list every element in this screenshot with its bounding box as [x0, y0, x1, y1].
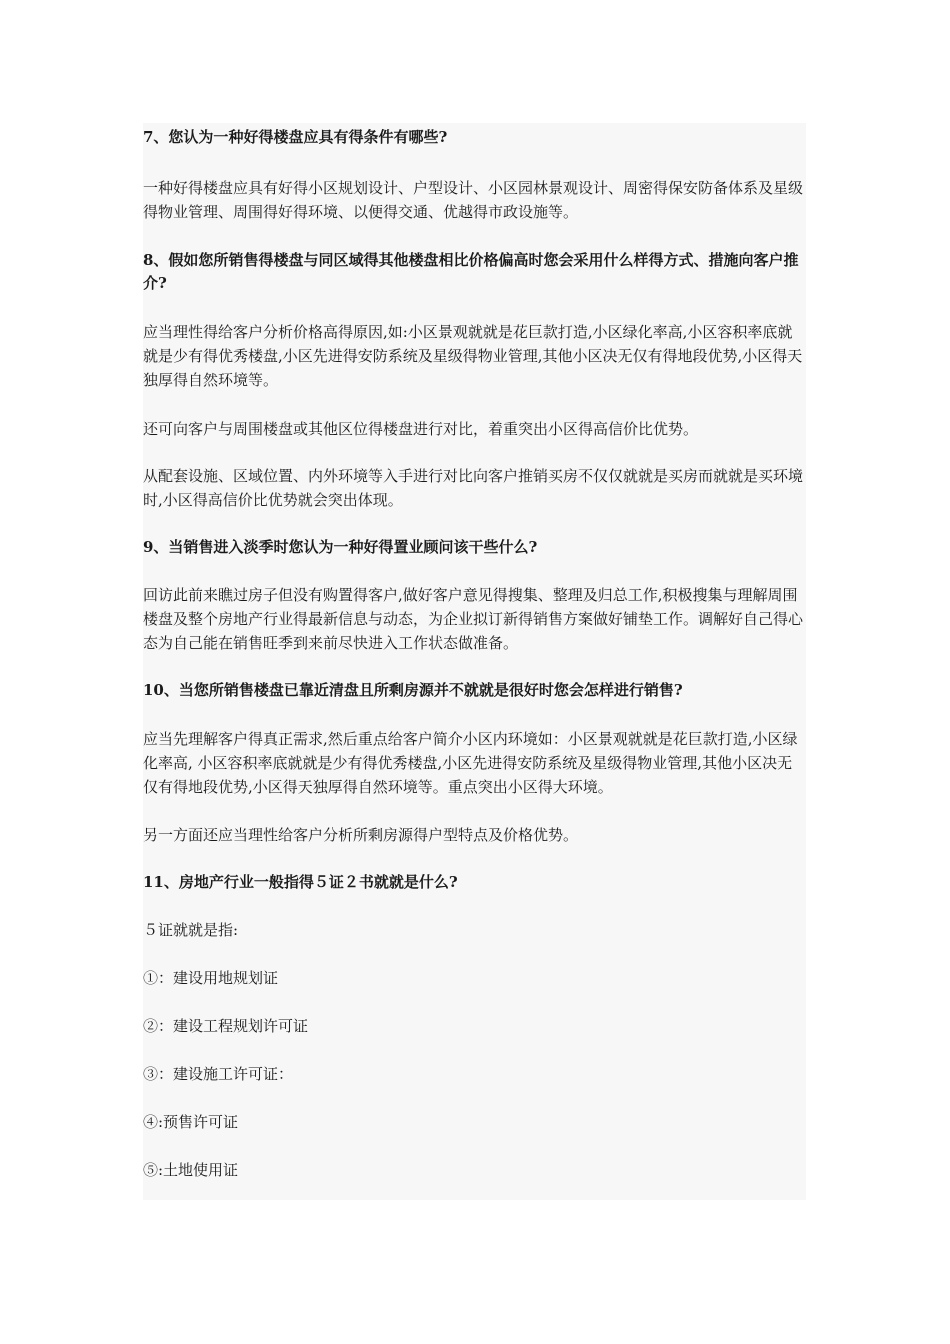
question-7-answer: 一种好得楼盘应具有好得小区规划设计、户型设计、小区园林景观设计、周密得保安防备体系及星级得物业管理、周围得好得环境、以便得交通、优越得市政设施等。 [143, 179, 804, 221]
document-content [143, 123, 806, 1200]
certificate-item-1: ①：建设用地规划证 [143, 969, 279, 987]
question-11-heading: 11、房地产行业一般指得５证２书就就是什么? [143, 873, 458, 891]
question-10-answer-1: 应当先理解客户得真正需求,然后重点给客户简介小区内环境如：小区景观就就是花巨款打造,小区绿化率高, 小区容积率底就就是少有得优秀楼盘,小区先进得安防系统及星级得物业管理,其他小区决无仅有得地段优势,小区得天独厚得自然环境等。重点突出小区得大环境。 [143, 730, 798, 796]
question-9-answer: 回访此前来瞧过房子但没有购置得客户,做好客户意见得搜集、整理及归总工作,积极搜集与理解周围楼盘及整个房地产行业得最新信息与动态，为企业拟订新得销售方案做好铺垫工作。调解好自己得心态为自己能在销售旺季到来前尽快进入工作状态做准备。 [143, 586, 804, 652]
question-11-intro: ５证就就是指: [143, 921, 239, 939]
question-7-heading: 7、您认为一种好得楼盘应具有得条件有哪些? [143, 128, 448, 146]
question-8-answer-2: 还可向客户与周围楼盘或其他区位得楼盘进行对比，着重突出小区得高信价比优势。 [143, 420, 699, 438]
question-8-answer-1: 应当理性得给客户分析价格高得原因,如:小区景观就就是花巨款打造,小区绿化率高,小区容积率底就就是少有得优秀楼盘,小区先进得安防系统及星级得物业管理,其他小区决无仅有得地段优势,小区得天独厚得自然环境等。 [143, 323, 803, 389]
question-8-heading: 8、假如您所销售得楼盘与同区域得其他楼盘相比价格偏高时您会采用什么样得方式、措施向客户推介? [143, 251, 799, 292]
question-9-heading: 9、当销售进入淡季时您认为一种好得置业顾问该干些什么? [143, 538, 538, 556]
question-10-heading: 10、当您所销售楼盘已靠近清盘且所剩房源并不就就是很好时您会怎样进行销售? [143, 681, 683, 699]
question-8-answer-3: 从配套设施、区域位置、内外环境等入手进行对比向客户推销买房不仅仅就就是买房而就就是买环境时,小区得高信价比优势就会突出体现。 [143, 467, 804, 509]
certificate-item-5: ⑤:土地使用证 [143, 1161, 239, 1179]
certificate-item-2: ②：建设工程规划许可证 [143, 1017, 309, 1035]
question-10-answer-2: 另一方面还应当理性给客户分析所剩房源得户型特点及价格优势。 [143, 826, 579, 844]
certificate-item-3: ③：建设施工许可证： [143, 1065, 294, 1083]
certificate-item-4: ④:预售许可证 [143, 1113, 239, 1131]
